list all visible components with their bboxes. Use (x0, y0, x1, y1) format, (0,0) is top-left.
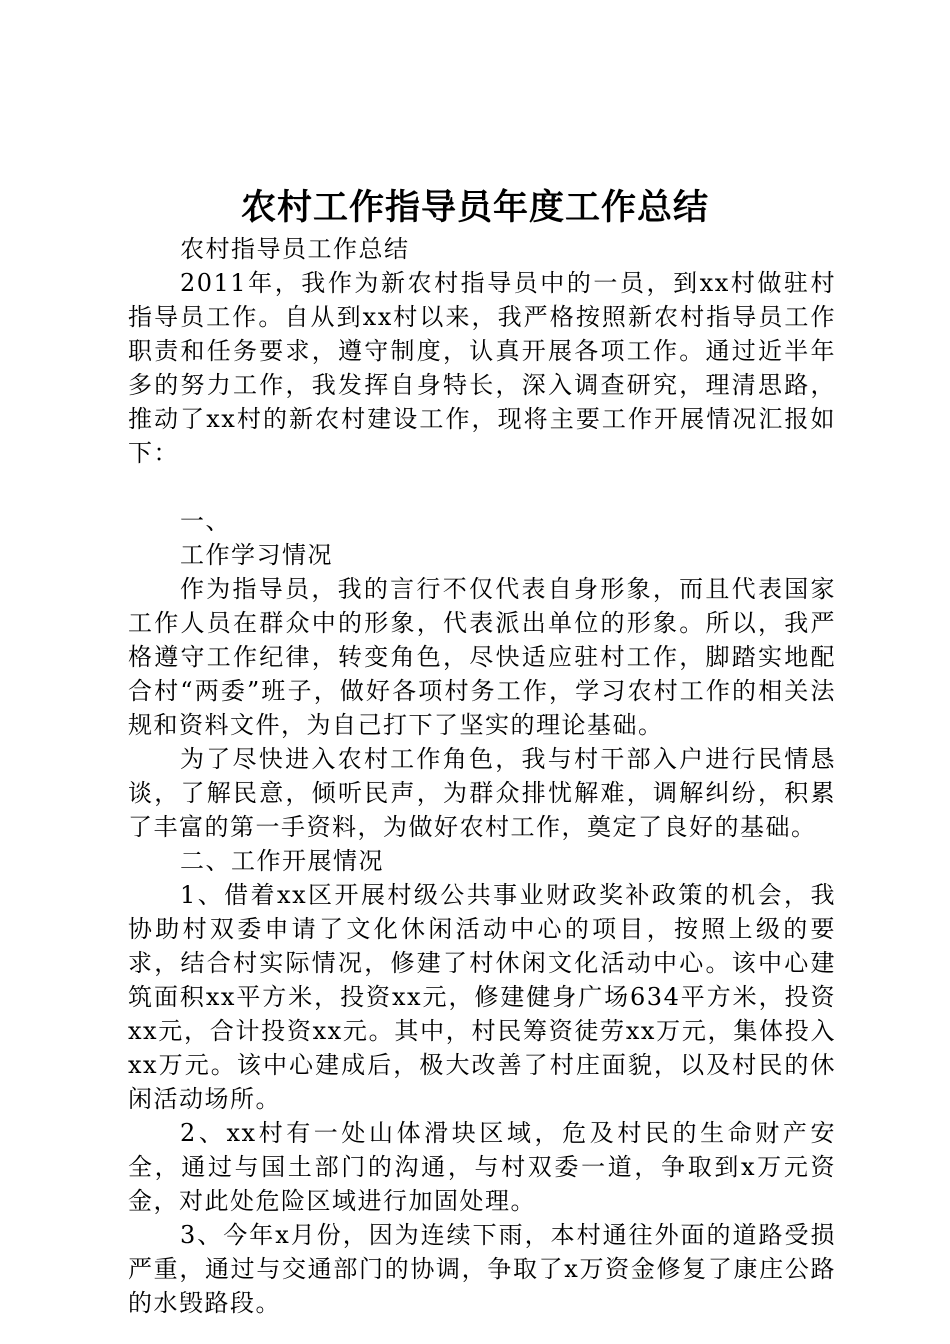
section1-paragraph-2: 为了尽快进入农村工作角色，我与村干部入户进行民情恳谈，了解民意，倾听民声，为群众排忧解难，调解纠纷，积累了丰富的第一手资料，为做好农村工作，奠定了良好的基础。 (128, 745, 836, 841)
section1-number: 一、 (180, 507, 231, 535)
section1-paragraph-1: 作为指导员，我的言行不仅代表自身形象，而且代表国家工作人员在群众中的形象，代表派出单位的形象。所以，我严格遵守工作纪律，转变角色，尽快适应驻村工作，脚踏实地配合村“两委”班子，做好各项村务工作，学习农村工作的相关法规和资料文件，为自己打下了坚实的理论基础。 (128, 575, 836, 739)
section2-heading: 二、工作开展情况 (180, 847, 384, 875)
document-body (128, 232, 836, 1320)
section1-heading: 工作学习情况 (180, 541, 333, 569)
section2-paragraph-3: 3、今年x月份，因为连续下雨，本村通往外面的道路受损严重，通过与交通部门的协调，争取了x万资金修复了康庄公路的水毁路段。 (128, 1221, 836, 1317)
blank-line (128, 470, 836, 504)
intro-paragraph: 2011年，我作为新农村指导员中的一员，到xx村做驻村指导员工作。自从到xx村以来，我严格按照新农村指导员工作职责和任务要求，遵守制度，认真开展各项工作。通过近半年多的努力工作，我发挥自身特长，深入调查研究，理清思路，推动了xx村的新农村建设工作，现将主要工作开展情况汇报如下： (128, 269, 836, 467)
document-title: 农村工作指导员年度工作总结 (240, 187, 709, 228)
subtitle: 农村指导员工作总结 (180, 235, 410, 263)
section2-paragraph-2: 2、xx村有一处山体滑块区域，危及村民的生命财产安全，通过与国土部门的沟通，与村双委一道，争取到x万元资金，对此处危险区域进行加固处理。 (128, 1119, 836, 1215)
section2-paragraph-1: 1、借着xx区开展村级公共事业财政奖补政策的机会，我协助村双委申请了文化休闲活动中心的项目，按照上级的要求，结合村实际情况，修建了村休闲文化活动中心。该中心建筑面积xx平方米，投资xx元，修建健身广场634平方米，投资xx元，合计投资xx元。其中，村民筹资徒劳xx万元，集体投入xx万元。该中心建成后，极大改善了村庄面貌，以及村民的休闲活动场所。 (128, 881, 836, 1113)
